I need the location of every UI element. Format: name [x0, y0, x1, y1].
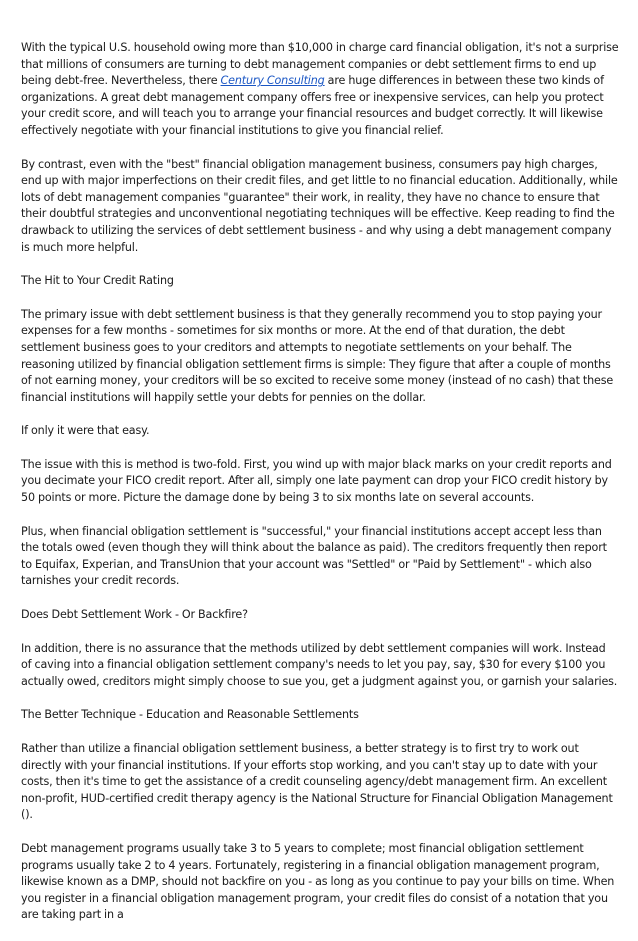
- paragraph-intro-text-end: are huge differences in between these two kinds of organizations. A great debt management company offers free or inexpensive services, can help you protect your credit score, and will teach you to arrange your financial resources and budget correctly. It will likewise effectively negotiate with your financial institutions to give you financial relief.: [21, 74, 604, 137]
- paragraph: Plus, when financial obligation settlement is "successful," your financial institutions accept accept less than the totals owed (even though they will think about the balance as paid). The creditors frequently then report to Equifax, Experian, and TransUnion that your account was "Settled" or "Paid by Settlement" - which also tarnishes your credit records.: [21, 524, 607, 588]
- century-consulting-link[interactable]: Century Consulting: [220, 74, 325, 88]
- paragraph: Rather than utilize a financial obligation settlement business, a better strategy is to first try to work out directly with your financial institutions. If your efforts stop working, and you can't stay up to date with your costs, then it's time to get the assistance of a credit counseling agency/debt management firm. An excellent non-profit, HUD-certified credit therapy agency is the National Structure for Financial Obligation Management ().: [21, 742, 613, 822]
- paragraph-intro-text-start: With the typical U.S. household owing more than $10,000 in charge card financial obligation, it's not a surprise that millions of consumers are turning to debt management companies or debt settlement firms to end up being debt-free. Nevertheless, there: [21, 41, 619, 88]
- paragraph: If only it were that easy.: [21, 424, 150, 438]
- paragraph-intro: [21, 40, 619, 140]
- section-heading: The Hit to Your Credit Rating: [21, 274, 174, 288]
- section-heading: Does Debt Settlement Work - Or Backfire?: [21, 608, 248, 622]
- paragraph: Debt management programs usually take 3 to 5 years to complete; most financial obligation settlement programs usually take 2 to 4 years. Fortunately, registering in a financial obligation management program, likewise known as a DMP, should not backfire on you - as long as you continue to pay your bills on time. When you register in a financial obligation management program, your credit files do consist of a notation that you are taking part in a: [21, 841, 615, 922]
- section-heading: The Better Technique - Education and Reasonable Settlements: [21, 708, 359, 722]
- paragraph: The issue with this is method is two-fold. First, you wind up with major black marks on your credit reports and you decimate your FICO credit report. After all, simply one late payment can drop your FICO credit history by 50 points or more. Picture the damage done by being 3 to six months late on several accounts.: [21, 457, 612, 505]
- document-body: [21, 40, 619, 941]
- paragraph: The primary issue with debt settlement business is that they generally recommend you to stop paying your expenses for a few months - sometimes for six months or more. At the end of that duration, the debt settlement business goes to your creditors and attempts to negotiate settlements on your behalf. The reasoning utilized by financial obligation settlement firms is simple: They figure that after a couple of months of not earning money, your creditors will be so excited to receive some money (instead of no cash) that these financial institutions will happily settle your debts for pennies on the dollar.: [21, 307, 614, 404]
- paragraph: By contrast, even with the "best" financial obligation management business, consumers pay high charges, end up with major imperfections on their credit files, and get little to no financial education. Additionally, while lots of debt management companies "guarantee" their work, in reality, they have no chance to ensure that their doubtful strategies and unconventional negotiating techniques will be effective. Keep reading to find the drawback to utilizing the services of debt settlement business - and why using a debt management company is much more helpful.: [21, 157, 618, 254]
- paragraph: In addition, there is no assurance that the methods utilized by debt settlement companies will work. Instead of caving into a financial obligation settlement company's needs to let you pay, say, $30 for every $100 you actually owed, creditors might simply choose to sue you, get a judgment against you, or garnish your salaries.: [21, 641, 618, 688]
